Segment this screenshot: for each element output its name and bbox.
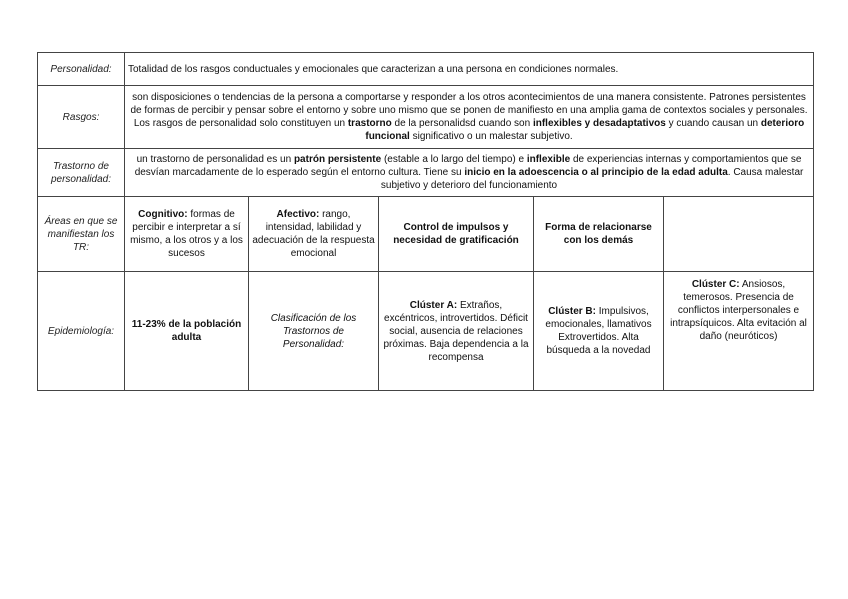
- cell-cognitivo: Cognitivo: formas de percibir e interpretar a sí mismo, a los otros y a los sucesos: [125, 197, 249, 272]
- cell-forma-relacionarse: Forma de relacionarse con los demás: [534, 197, 664, 272]
- row-rasgos: [38, 86, 814, 149]
- cell-cluster-c: Clúster C: Ansiosos, temerosos. Presencia de conflictos interpersonales e intrapsíquicos. Alta evitación al daño (neuróticos): [664, 272, 814, 391]
- row-epidemiologia: [38, 272, 814, 391]
- cell-poblacion: 11-23% de la población adulta: [125, 272, 249, 391]
- label-trastorno: Trastorno de personalidad:: [38, 149, 125, 197]
- personality-table: [37, 52, 814, 391]
- row-trastorno: [38, 149, 814, 197]
- cell-clasificacion: Clasificación de los Trastornos de Personalidad:: [249, 272, 379, 391]
- row-areas: [38, 197, 814, 272]
- text-trastorno: un trastorno de personalidad es un patrón persistente (estable a lo largo del tiempo) e inflexible de experiencias internas y comportamientos que se desvían marcadamente de lo esperado según el entorno cultura. Tiene su inicio en la adoescencia o al principio de la edad adulta. Causa malestar subjetivo y deterioro del funcionamiento: [125, 149, 814, 197]
- cell-afectivo: Afectivo: rango, intensidad, labilidad y adecuación de la respuesta emocional: [249, 197, 379, 272]
- label-epidemiologia: Epidemiología:: [38, 272, 125, 391]
- cell-cluster-b: Clúster B: Impulsivos, emocionales, llamativos Extrovertidos. Alta búsqueda a la novedad: [534, 272, 664, 391]
- text-rasgos: son disposiciones o tendencias de la persona a comportarse y responder a los otros acontecimientos de una manera consistente. Patrones persistentes de formas de percibir y pensar sobre el entorno y sobre uno mismo que se ponen de manifiesto en una amplia gama de contextos sociales y personales. Los rasgos de personalidad solo constituyen un trastorno de la personalidsd cuando son inflexibles y desadaptativos y cuando causan un deterioro funcional significativo o un malestar subjetivo.: [125, 86, 814, 149]
- row-personalidad: [38, 53, 814, 86]
- label-rasgos: Rasgos:: [38, 86, 125, 149]
- cell-empty: [664, 197, 814, 272]
- label-areas: Áreas en que se manifiestan los TR:: [38, 197, 125, 272]
- cell-control-impulsos: Control de impulsos y necesidad de gratificación: [379, 197, 534, 272]
- cell-cluster-a: Clúster A: Extraños, excéntricos, introvertidos. Déficit social, ausencia de relaciones próximas. Baja dependencia a la recompensa: [379, 272, 534, 391]
- label-personalidad: Personalidad:: [38, 53, 125, 86]
- text-personalidad: Totalidad de los rasgos conductuales y emocionales que caracterizan a una persona en condiciones normales.: [125, 53, 814, 86]
